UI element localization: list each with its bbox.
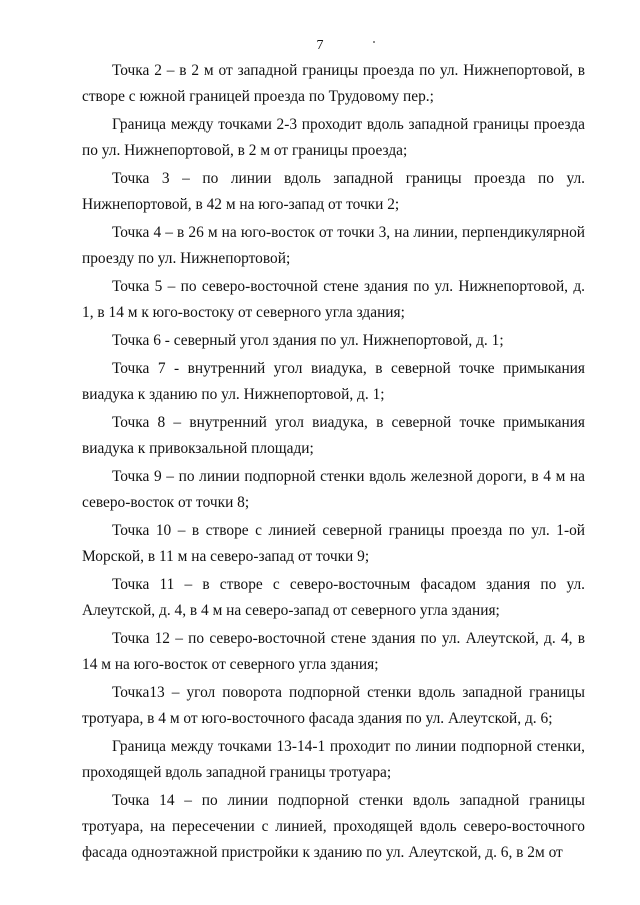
paragraph-point-11: Точка 11 – в створе с северо-восточным фасадом здания по ул. Алеутской, д. 4, в 4 м на северо-запад от северного угла здания; — [82, 576, 585, 619]
paragraph-point-10: Точка 10 – в створе с линией северной границы проезда по ул. 1-ой Морской, в 11 м на северо-запад от точки 9; — [82, 522, 585, 565]
paragraph-point-14: Точка 14 – по линии подпорной стенки вдоль западной границы тротуара, на пересечении с линией, проходящей вдоль северо-восточного фасада одноэтажной пристройки к зданию по ул. Алеутской, д. 6, в 2м от — [82, 792, 585, 861]
paragraph-point-7: Точка 7 - внутренний угол виадука, в северной точке примыкания виадука к зданию по ул. Нижнепортовой, д. 1; — [82, 360, 585, 403]
paragraph-point-9: Точка 9 – по линии подпорной стенки вдоль железной дороги, в 4 м на северо-восток от точки 8; — [82, 468, 585, 511]
document-body — [82, 58, 585, 868]
page-number: 7 — [316, 38, 324, 53]
paragraph-boundary-13-14-1: Граница между точками 13-14-1 проходит по линии подпорной стенки, проходящей вдоль западной границы тротуара; — [82, 738, 585, 781]
paragraph-point-2: Точка 2 – в 2 м от западной границы проезда по ул. Нижнепортовой, в створе с южной границей проезда по Трудовому пер.; — [82, 62, 585, 105]
paragraph-point-8: Точка 8 – внутренний угол виадука, в северной точке примыкания виадука к привокзальной площади; — [82, 414, 585, 457]
paragraph-point-5: Точка 5 – по северо-восточной стене здания по ул. Нижнепортовой, д. 1, в 14 м к юго-востоку от северного угла здания; — [82, 278, 585, 321]
paragraph-point-3: Точка 3 – по линии вдоль западной границы проезда по ул. Нижнепортовой, в 42 м на юго-запад от точки 2; — [82, 170, 585, 213]
scan-speck — [373, 41, 375, 43]
paragraph-point-4: Точка 4 – в 26 м на юго-восток от точки 3, на линии, перпендикулярной проезду по ул. Нижнепортовой; — [82, 224, 585, 267]
paragraph-point-12: Точка 12 – по северо-восточной стене здания по ул. Алеутской, д. 4, в 14 м на юго-восток от северного угла здания; — [82, 630, 585, 673]
paragraph-point-13: Точка13 – угол поворота подпорной стенки вдоль западной границы тротуара, в 4 м от юго-восточного фасада здания по ул. Алеутской, д. 6; — [82, 684, 585, 727]
paragraph-boundary-2-3: Граница между точками 2-3 проходит вдоль западной границы проезда по ул. Нижнепортовой, в 2 м от границы проезда; — [82, 116, 585, 159]
paragraph-point-6: Точка 6 - северный угол здания по ул. Нижнепортовой, д. 1; — [112, 332, 504, 349]
